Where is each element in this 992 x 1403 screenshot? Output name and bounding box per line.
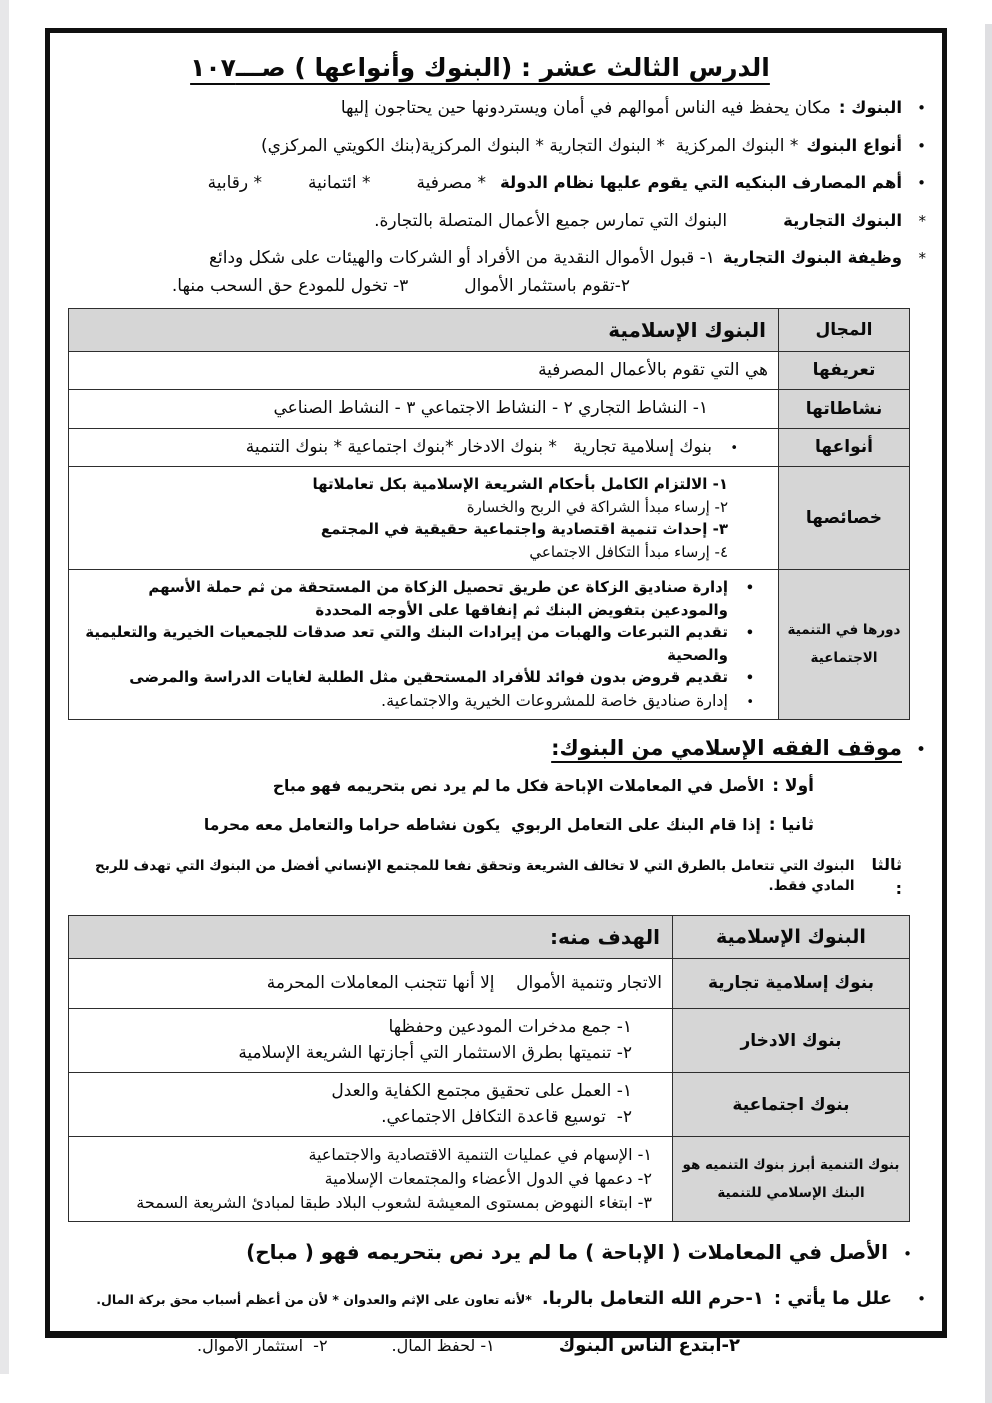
star-marker: *	[918, 249, 926, 267]
bullet-icon: •	[915, 739, 926, 760]
islamic-banks-goals-table	[68, 915, 910, 1223]
state-banking-roles-items	[208, 171, 486, 197]
bank-types-text: * البنوك المركزية * البنوك التجارية * البنوك المركزية(بنك الكويتي المركزي)	[260, 135, 799, 156]
content-line	[81, 666, 754, 689]
types-list: بنوك إسلامية تجارية * بنوك الادخار *بنوك اجتماعية * بنوك التنمية	[245, 436, 712, 457]
commercial-banks-definition-line	[64, 209, 926, 235]
fiqh-point-text: إذا قام البنك على التعامل الربوي يكون نشاطه حراما والتعامل معه محرما	[203, 816, 761, 834]
justify-question-2-line	[64, 1335, 926, 1356]
justify-question-2-label: ٢-ابتدع الناس البنوك	[558, 1335, 740, 1356]
justify-question-1: ١-حرم الله التعامل بالربا.	[541, 1288, 764, 1309]
function-item: ٣- تخول للمودع حق السحب منها.	[171, 275, 409, 296]
content-line	[81, 689, 754, 713]
header-cell-value: البنوك الإسلامية	[69, 308, 779, 351]
commercial-banks-function-label: وظيفة البنوك التجارية	[722, 248, 902, 267]
bullet-icon: •	[745, 671, 754, 686]
table-row-characteristics	[69, 467, 910, 570]
role-item: * ائتمانية	[308, 173, 371, 193]
commercial-banks-text: البنوك التي تمارس جميع الأعمال المتصلة بالتجارة.	[374, 210, 728, 231]
commercial-banks-function-line	[64, 246, 926, 272]
content-line: ٢- دعمها في الدول الأعضاء والمجتمعات الإسلامية	[324, 1169, 652, 1188]
fiqh-point-second	[64, 813, 926, 839]
bullet-icon: •	[746, 694, 754, 710]
social-role-item: تقديم التبرعات والهبات من إيرادات البنك والتي تعد صدقات للجمعيات الخيرية والتعليمية والصحية	[85, 623, 728, 664]
bullet-icon: •	[917, 174, 926, 192]
content-line	[81, 435, 738, 461]
commercial-banks-function-item1: ١- قبول الأموال النقدية من الأفراد أو الشركات والهيئات على شكل ودائع	[208, 248, 715, 268]
table-row-social-role	[69, 570, 910, 720]
table-row-development	[69, 1137, 910, 1222]
table-row-savings	[69, 1009, 910, 1073]
justify-question-line	[64, 1288, 926, 1309]
row-label: بنوك التنمية أبرز بنوك التنميه هو البنك الإسلامي للتنمية	[673, 1137, 910, 1222]
row-label: دورها في التنمية الاجتماعية	[779, 570, 910, 720]
row-content	[69, 1137, 673, 1222]
fiqh-section-heading	[64, 736, 926, 760]
justify-answer-2b: ٢- استثمار الأموال.	[197, 1336, 328, 1355]
table-header-row	[69, 915, 910, 958]
scan-edge-right	[985, 24, 992, 1403]
state-banking-roles-label: أهم المصارف البنكيه التي يقوم عليها نظام الدولة	[500, 173, 902, 192]
social-role-item: إدارة صناديق خاصة للمشروعات الخيرية والاجتماعية.	[381, 690, 728, 710]
row-content	[69, 570, 779, 720]
bullet-icon: •	[917, 136, 926, 155]
banks-definition-text: مكان يحفظ فيه الناس أموالهم في أمان ويستردونها حين يحتاجون إليها	[340, 98, 831, 118]
content-line: ٣- إحداث تنمية اقتصادية واجتماعية حقيقية في المجتمع	[320, 520, 728, 538]
fiqh-point-label: ثانيا :	[768, 815, 814, 835]
row-label: بنوك اجتماعية	[673, 1073, 910, 1137]
table-row-commercial-islamic	[69, 958, 910, 1009]
table-row-definition	[69, 351, 910, 390]
justify-answer-1: *لأنه تعاون على الإثم والعدوان * لأن من أعظم أسباب محق بركة المال.	[96, 1292, 532, 1307]
fiqh-point-text: البنوك التي تتعامل بالطرق التي لا تخالف الشريعة وتحقق نفعا للمجتمع الإنساني أفضل من البنوك التي تهدف للربح المادي فقط.	[95, 857, 855, 894]
justify-label: علل ما يأتي :	[773, 1288, 892, 1309]
row-content	[69, 390, 779, 429]
fiqh-point-label: ثالثا :	[871, 854, 902, 898]
table-row-activities	[69, 390, 910, 429]
state-banking-roles-line	[64, 171, 926, 197]
content-line: ١- العمل على تحقيق مجتمع الكفاية والعدل	[331, 1081, 632, 1101]
function-item: ٢-تقوم باستثمار الأموال	[464, 275, 630, 296]
islamic-banks-overview-table	[68, 308, 910, 720]
row-label: خصائصها	[779, 467, 910, 570]
header-cell-goal: الهدف منه:	[69, 915, 673, 958]
star-marker: *	[918, 211, 926, 230]
content-line: هي التي تقوم بالأعمال المصرفية	[538, 359, 768, 380]
justify-answer-2a: ١- لحفظ المال.	[391, 1336, 495, 1355]
fiqh-point-text: الأصل في المعاملات الإباحة فكل ما لم يرد نص بتحريمه فهو مباح	[272, 776, 765, 795]
bullet-icon: •	[745, 581, 754, 596]
table-row-types	[69, 428, 910, 467]
bullet-icon: •	[903, 1245, 912, 1263]
bank-types-label: أنواع البنوك	[806, 135, 902, 155]
role-item: * مصرفية	[416, 173, 487, 193]
row-content	[69, 958, 673, 1009]
title-line	[64, 53, 896, 82]
bullet-icon: •	[745, 626, 754, 641]
role-item: * رقابية	[207, 173, 263, 193]
content-line: ٢- تنميتها بطرق الاستثمار التي أجازتها الشريعة الإسلامية	[238, 1042, 632, 1063]
header-cell-category: البنوك الإسلامية	[673, 915, 910, 958]
row-label: أنواعها	[779, 428, 910, 467]
content-line: ٣- ابتغاء النهوض بمستوى المعيشة لشعوب البلاد طبقا لمبادئ الشريعة السمحة	[136, 1193, 652, 1212]
row-content	[69, 1073, 673, 1137]
lesson-title: الدرس الثالث عشر : (البنوك وأنواعها ) صـــ١٠٧	[190, 53, 770, 82]
row-content	[69, 351, 779, 390]
row-content	[69, 467, 779, 570]
document-page	[45, 28, 947, 1356]
permissibility-principle-line	[64, 1240, 926, 1264]
content-line: ٤- إرساء مبدأ التكافل الاجتماعي	[529, 542, 728, 561]
banks-definition-label: البنوك :	[838, 98, 902, 117]
content-line: ١- الالتزام الكامل بأحكام الشريعة الإسلامية بكل تعاملاتها	[312, 475, 728, 493]
content-line: ١- جمع مدخرات المودعين وحفظها	[388, 1017, 632, 1037]
commercial-banks-function-line2	[64, 276, 926, 296]
row-label: بنوك الادخار	[673, 1009, 910, 1073]
table-header-row	[69, 308, 910, 351]
social-role-item: إدارة صناديق الزكاة عن طريق تحصيل الزكاة من المستحقة من ثم حملة الأسهم والمودعين بتفويض البنك ثم إنفاقها على الأوجه المحددة	[148, 578, 728, 619]
header-cell-field: المجال	[779, 308, 910, 351]
content-line: ٢- توسيع قاعدة التكافل الاجتماعي.	[381, 1106, 632, 1127]
row-label: بنوك إسلامية تجارية	[673, 958, 910, 1009]
bullet-icon: •	[917, 1290, 926, 1308]
banks-definition-line	[64, 96, 926, 122]
fiqh-section-title: موقف الفقه الإسلامي من البنوك:	[551, 735, 902, 760]
fiqh-point-third	[64, 853, 926, 901]
commercial-banks-label: البنوك التجارية	[783, 210, 902, 230]
content-line: ١- الإسهام في عمليات التنمية الاقتصادية والاجتماعية	[308, 1145, 652, 1164]
bullet-icon: •	[730, 440, 738, 456]
permissibility-principle-text: الأصل في المعاملات ( الإباحة ) ما لم يرد نص بتحريمه فهو ( مباح)	[246, 1240, 888, 1264]
content-line	[81, 621, 754, 666]
scan-edge-left	[0, 0, 9, 1374]
bank-types-line	[64, 134, 926, 160]
table-row-social	[69, 1073, 910, 1137]
bullet-icon: •	[917, 99, 926, 117]
content-line: ١- النشاط التجاري ٢ - النشاط الاجتماعي ٣ - النشاط الصناعي	[273, 398, 708, 418]
fiqh-point-label: أولا :	[772, 775, 814, 796]
content-line: الاتجار وتنمية الأموال إلا أنها تتجنب المعاملات المحرمة	[266, 972, 662, 993]
row-content	[69, 428, 779, 467]
row-label: نشاطاتها	[779, 390, 910, 429]
social-role-item: تقديم قروض بدون فوائد للأفراد المستحقين مثل الطلبة لغايات الدراسة والمرضى	[129, 668, 728, 686]
row-content	[69, 1009, 673, 1073]
content-line: ٢- إرساء مبدأ الشراكة في الربح والخسارة	[466, 497, 728, 516]
fiqh-point-first	[64, 774, 926, 800]
row-label: تعريفها	[779, 351, 910, 390]
content-line	[81, 576, 754, 621]
